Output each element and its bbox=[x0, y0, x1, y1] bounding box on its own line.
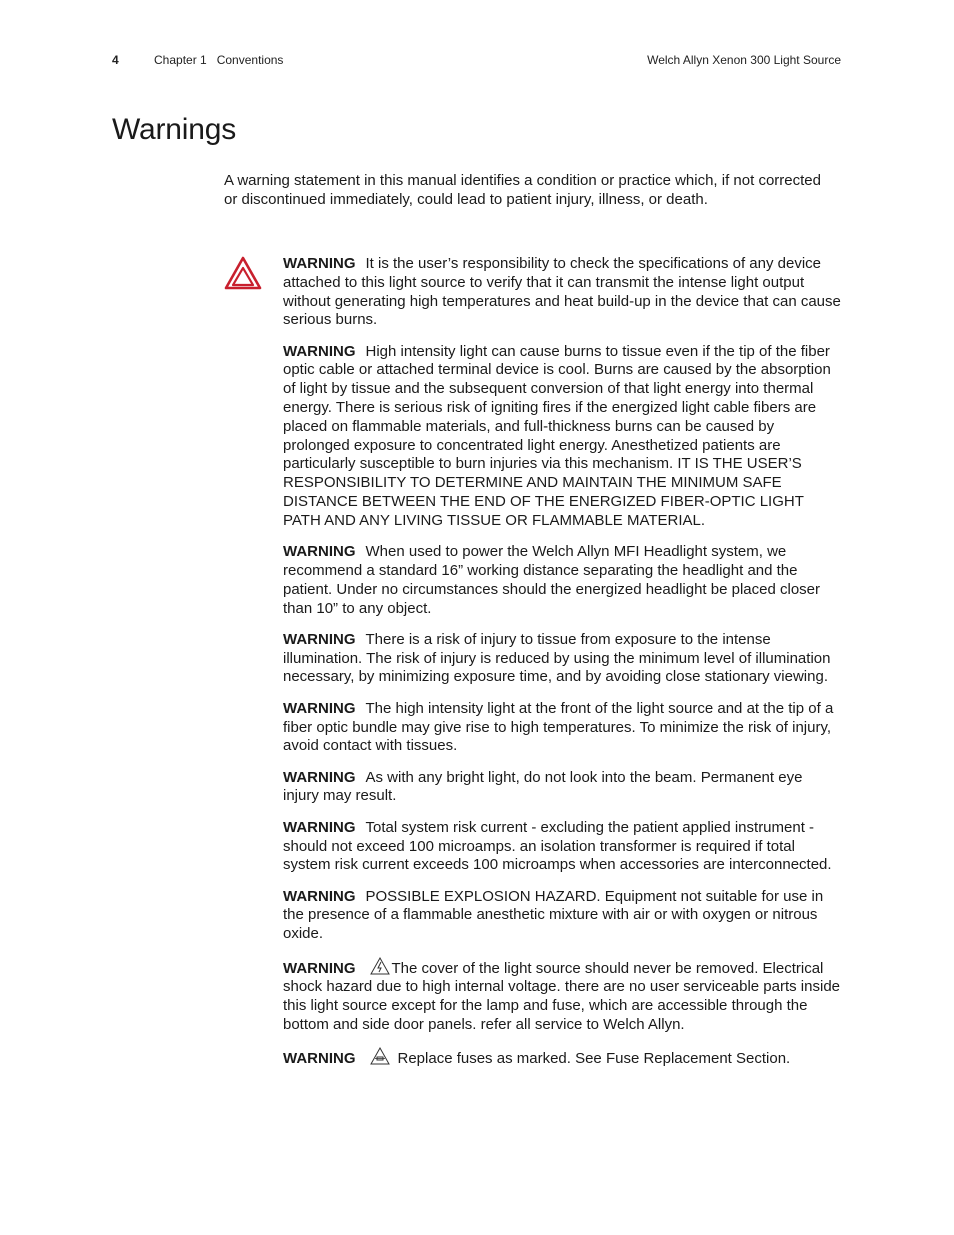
warning-text: POSSIBLE EXPLOSION HAZARD. Equipment not suitable for use in the presence of a flammable anesthetic mixture with air or with oxygen or nitrous oxide. bbox=[283, 887, 824, 943]
fuse-icon bbox=[370, 1047, 390, 1065]
warning-label: WARNING bbox=[283, 543, 356, 561]
warning-triangle-icon bbox=[224, 256, 262, 290]
warning-item bbox=[283, 543, 841, 618]
warning-text: The high intensity light at the front of the light source and at the tip of a fiber optic bundle may give rise to high temperatures. To minimize the risk of injury, avoid contact with tissues. bbox=[283, 699, 834, 755]
warning-item bbox=[283, 343, 841, 531]
warning-text: Total system risk current - excluding the patient applied instrument - should not exceed 100 microamps. an isolation transformer is required if total system risk current exceeds 100 microamps when accessories are interconnected. bbox=[283, 818, 832, 874]
intro-paragraph: A warning statement in this manual identifies a condition or practice which, if not corrected or discontinued immediately, could lead to patient injury, illness, or death. bbox=[224, 172, 821, 208]
warning-label: WARNING bbox=[283, 342, 356, 360]
warning-item bbox=[283, 819, 841, 875]
warning-label: WARNING bbox=[283, 255, 356, 272]
warning-text: When used to power the Welch Allyn MFI Headlight system, we recommend a standard 16” working distance separating the headlight and the patient. Under no circumstances should the energized headlight be placed closer than 10” to any object. bbox=[283, 543, 820, 617]
warning-label: WARNING bbox=[283, 699, 356, 717]
warning-label: WARNING bbox=[283, 630, 356, 648]
warning-text: Replace fuses as marked. See Fuse Replacement Section. bbox=[397, 1050, 791, 1068]
warning-item bbox=[283, 631, 841, 687]
warning-label: WARNING bbox=[283, 768, 356, 786]
warning-label: WARNING bbox=[283, 1050, 356, 1068]
warning-item bbox=[283, 700, 841, 756]
warning-item bbox=[283, 1047, 841, 1069]
warning-text: It is the user’s responsibility to check the specifications of any device attached to this light source to verify that it can transmit the intense light output without generating high temperatures and heat build-up in the device that can cause serious burns. bbox=[283, 255, 841, 329]
warning-item bbox=[283, 888, 841, 944]
warning-item bbox=[283, 957, 841, 1035]
page-number: 4 bbox=[112, 53, 119, 67]
warning-label: WARNING bbox=[283, 818, 356, 836]
warning-text: High intensity light can cause burns to tissue even if the tip of the fiber optic cable or attached terminal device is cool. Burns are caused by the absorption of light by tissue and the subsequent conversion of that light energy into thermal energy. There is serious risk of igniting fires if the energized light cable fibers are placed on flammable materials, and full-thickness burns can be caused by prolonged exposure to concentrated light energy. Anesthetized patients are particularly susceptible to burn injuries via this mechanism. IT IS THE USER’S RESPONSIBILITY TO DETERMINE AND MAINTAIN THE MINIMUM SAFE DISTANCE BETWEEN THE END OF THE ENERGIZED FIBER-OPTIC LIGHT PATH AND ANY LIVING TISSUE OR FLAMMABLE MATERIAL. bbox=[283, 342, 831, 529]
chapter-label: Chapter 1 Conventions bbox=[154, 53, 284, 67]
warning-text: As with any bright light, do not look into the beam. Permanent eye injury may result. bbox=[283, 768, 803, 805]
section-title: Warnings bbox=[112, 113, 236, 146]
warning-label: WARNING bbox=[283, 887, 356, 905]
document-title: Welch Allyn Xenon 300 Light Source bbox=[647, 53, 841, 67]
warning-list bbox=[283, 255, 841, 1081]
warning-label: WARNING bbox=[283, 959, 356, 977]
warning-text: There is a risk of injury to tissue from exposure to the intense illumination. The risk of injury is reduced by using the minimum level of illumination necessary, by minimizing exposure time, and by avoiding close stationary viewing. bbox=[283, 630, 831, 686]
warning-item bbox=[283, 255, 841, 330]
warning-item bbox=[283, 769, 841, 807]
electric-shock-icon bbox=[370, 957, 390, 975]
warning-text: The cover of the light source should never be removed. Electrical shock hazard due to high internal voltage. there are no user serviceable parts inside this light source except for the lamp and fuse, which are accessible through the bottom and side door panels. refer all service to Welch Allyn. bbox=[283, 959, 840, 1033]
